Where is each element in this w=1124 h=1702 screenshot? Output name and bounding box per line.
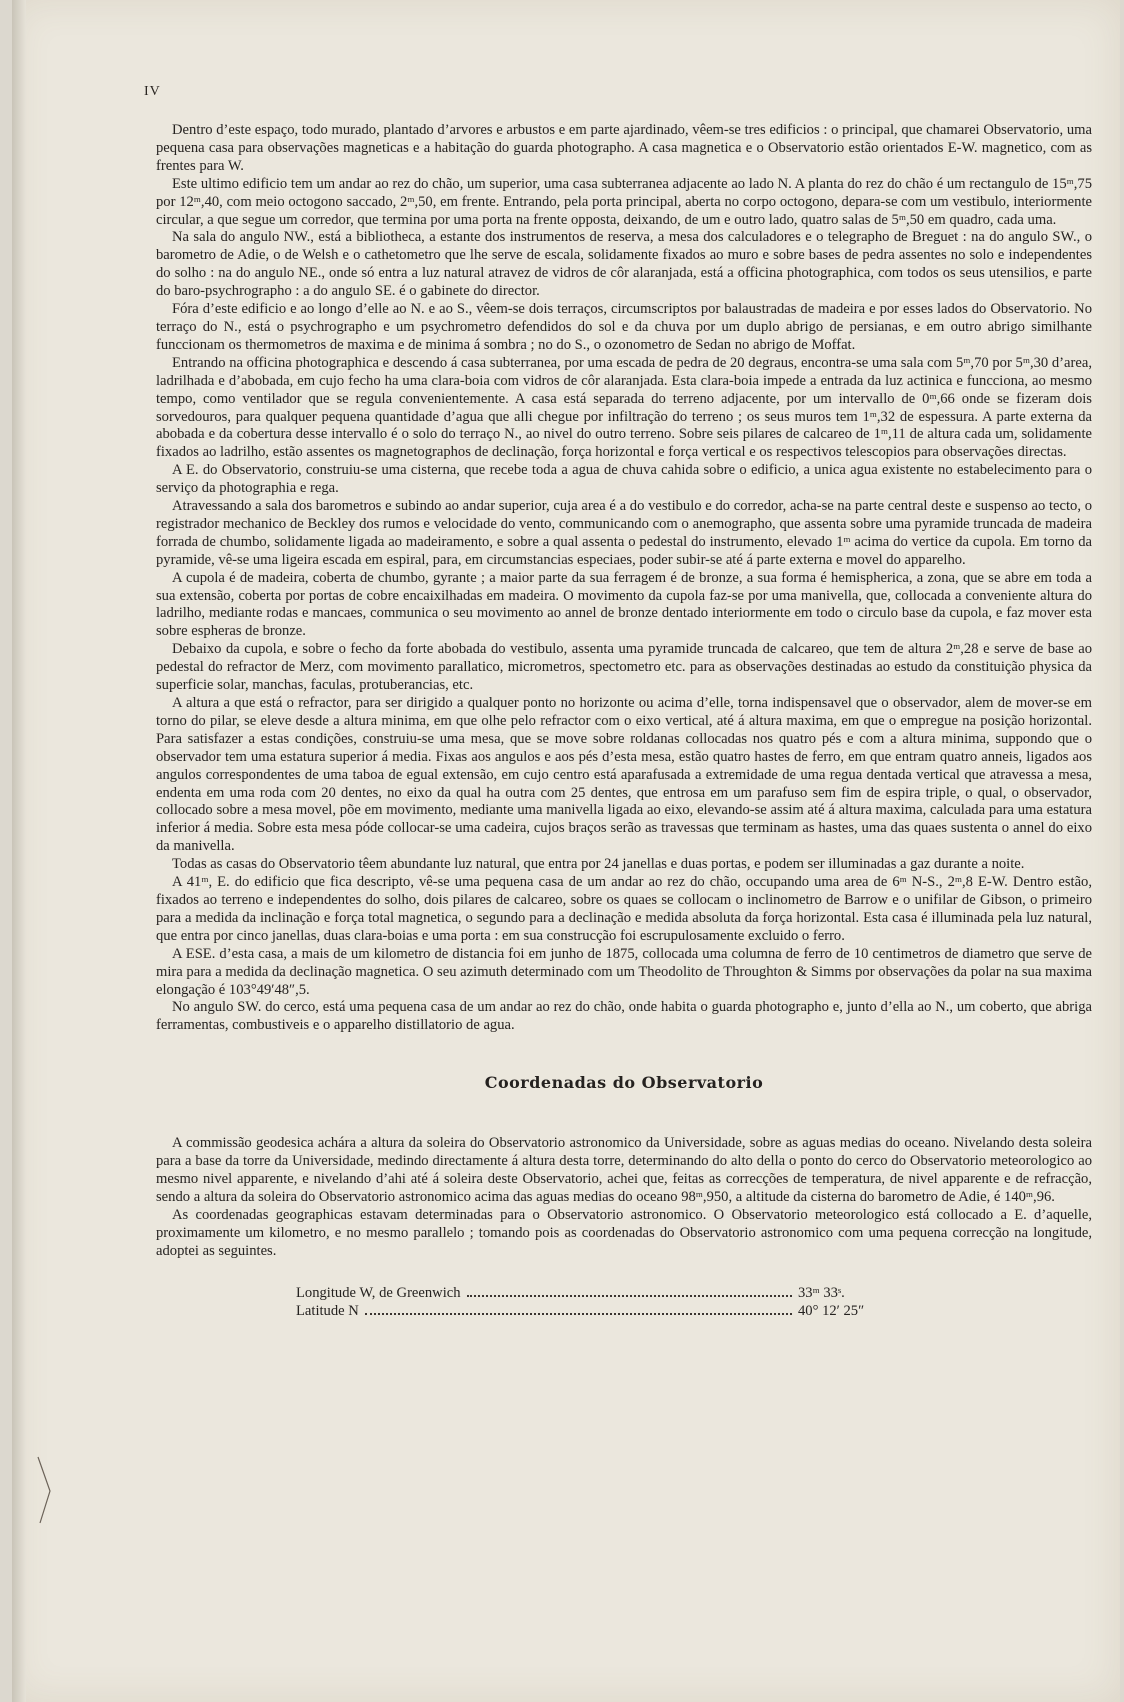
- paragraph: A cupola é de madeira, coberta de chumbo, gyrante ; a maior parte da sua ferragem é de bronze, a sua forma é hemispherica, a zona, que se abre em toda a sua extensão, coberta por portas de cobre encaixilhadas em madeira. O movimento da cupola faz-se por uma manivella, que, collocada a conveniente altura do ladrilho, mediante rodas e mancaes, communica o seu movimento ao annel de bronze dentado interiormente em todo o circulo base da cupola, e faz mover esta sobre espheras de bronze.: [156, 569, 1092, 640]
- paragraph: Entrando na officina photographica e descendo á casa subterranea, por uma escada de pedra de 20 degraus, encontra-se uma sala com 5ᵐ,70 por 5ᵐ,30 d’area, ladrilhada e d’abobada, em cujo fecho ha uma clara-boia com vidros de côr alaranjada. Esta clara-boia impede a entrada da luz actinica e funcciona, ao mesmo tempo, como ventilador que se regula convenientemente. A casa está separada do terreno adjacente, por um intervallo de 0ᵐ,66 onde se fizeram dois sorvedouros, para qualquer pequena quantidade d’agua que alli chegue por infiltração do terreno ; os seus muros tem 1ᵐ,32 de espessura. A parte externa da abobada e da cobertura desse intervallo é o solo do terraço N., ao nivel do outro terreno. Sobre seis pilares de calcareo de 1ᵐ,11 de altura cada um, solidamente fixados ao ladrilho, estão assentes os magnetographos de declinação, força horizontal e força vertical e os respectivos telescopios para observações directas.: [156, 354, 1092, 461]
- dot-leader: [365, 1313, 792, 1315]
- paragraph: A 41ᵐ, E. do edificio que fica descripto, vê-se uma pequena casa de um andar ao rez do chão, occupando uma area de 6ᵐ N-S., 2ᵐ,8 E-W. Dentro estão, fixados ao terreno e independentes do solho, dois pilares de calcareo, sobre os quaes se collocam o inclinometro de Barrow e o unifilar de Gibson, o primeiro para a medida da inclinação e força total magnetica, o segundo para a declinação e medida absoluta da força horizontal. Esta casa é illuminada pela luz natural, que entra por cinco janellas, duas clara-boias e uma porta : em sua construcção foi escrupulosamente excluido o ferro.: [156, 874, 1092, 944]
- coordinates-table: [296, 1285, 876, 1321]
- coordinate-row-latitude: [296, 1303, 876, 1321]
- dot-leader: [467, 1295, 792, 1297]
- paragraph: A altura a que está o refractor, para ser dirigido a qualquer ponto no horizonte ou acima d’elle, torna indispensavel que o observador, alem de mover-se em torno do pilar, se eleve desde a altura minima, em que olhe pelo refractor com o eixo vertical, até á altura maxima, em que o empregue na posição horizontal. Para satisfazer a estas condições, construiu-se uma mesa, que se move sobre roldanas collocadas nos quatro pés e com a altura minima, suppondo que o observador tem uma estatura superior á media. Fixas aos angulos e aos pés d’esta mesa, estão quatro hastes de ferro, em que entram quatro anneis, ligados aos angulos correspondentes de uma taboa de egual extensão, em cujo centro está aparafusada a extremidade de uma regua dentada vertical que atravessa a mesa, endenta em uma roda com 20 dentes, no eixo da qual ha outra com 25 dentes, que entrosa em um parafuso sem fim de espira triple, o qual, o observador, collocado sobre a mesa movel, põe em movimento, mediante uma manivella ligada ao eixo, elevando-se assim até á altura maxima, calculada para uma estatura inferior á media. Sobre esta mesa póde collocar-se uma cadeira, cujos braços serão as travessas que terminam as hastes, uma das quaes sustenta o annel do eixo da manivella.: [156, 695, 1092, 855]
- document-page: [12, 0, 1120, 1702]
- page-gutter: [12, 0, 26, 1702]
- paragraph: Este ultimo edificio tem um andar ao rez do chão, um superior, uma casa subterranea adjacente ao lado N. A planta do rez do chão é um rectangulo de 15ᵐ,75 por 12ᵐ,40, com meio octogono saccado, 2ᵐ,50, em frente. Entrando, pela porta principal, aberta no corpo octogono, depara-se com um vestibulo, interiormente circular, a que segue um corredor, que termina por uma porta na frente opposta, deixando, de um e outro lado, quatro salas de 5ᵐ,50 em quadro, cada uma.: [156, 175, 1092, 228]
- page-folio: IV: [144, 84, 161, 99]
- paragraph: Atravessando a sala dos barometros e subindo ao andar superior, cuja area é a do vestibulo e do corredor, acha-se na parte central deste e suspenso ao tecto, o registrador mechanico de Beckley dos rumos e velocidade do vento, communicando com o anemographo, que assenta sobre uma pyramide truncada de madeira forrada de chumbo, solidamente ligada ao madeiramento, e sobre a qual assenta o pedestal do instrumento, elevado 1ᵐ acima do vertice da cupola. Em torno da pyramide, vê-se uma ligeira escada em espiral, para, em circumstancias especiaes, poder subir-se até á parte externa e movel do apparelho.: [156, 498, 1092, 568]
- paragraph: Todas as casas do Observatorio têem abundante luz natural, que entra por 24 janellas e duas portas, e podem ser illuminadas a gaz durante a noite.: [172, 856, 1025, 873]
- paragraph: Dentro d’este espaço, todo murado, plantado d’arvores e arbustos e em parte ajardinado, vêem-se tres edificios : o principal, que chamarei Observatorio, uma pequena casa para observações magneticas e a habitação do guarda photographo. A casa magnetica e o Observatorio estão orientados E-W. magnetico, com as frentes para W.: [156, 122, 1092, 174]
- coordinate-value: 40° 12′ 25″: [798, 1303, 865, 1320]
- paragraph: A commissão geodesica achára a altura da soleira do Observatorio astronomico da Universidade, sobre as aguas medias do oceano. Nivelando desta soleira para a base da torre da Universidade, medindo directamente á altura desta torre, determinando do alto della o ponto do cerco do Observatorio meteorologico ao mesmo nivel apparente, e nivelando d’ahi até á soleira deste Observatorio, achei que, feitas as correcções de temperatura, de nivel apparente e de refracção, sendo a altura da soleira do Observatorio astronomico acima das aguas medias do oceano 98ᵐ,950, a altitude da cisterna do barometro de Adie, é 140ᵐ,96.: [156, 1135, 1092, 1205]
- coordinate-value: 33ᵐ 33ˢ.: [798, 1285, 845, 1302]
- margin-pencil-mark: [36, 1455, 56, 1525]
- body-paragraphs: [156, 122, 1092, 1035]
- coordinate-label: Longitude W, de Greenwich: [296, 1285, 461, 1302]
- paragraph: Na sala do angulo NW., está a bibliotheca, a estante dos instrumentos de reserva, a mesa dos calculadores e o telegrapho de Breguet : na do angulo SW., o barometro de Adie, o de Welsh e o cathetometro que lhe serve de escala, solidamente fixados ao muro e sobre bases de pedra assentes no solo e independentes do solho : na do angulo NE., onde só entra a luz natural atravez de vidros de côr alaranjada, está a officina photographica, com todos os seus utensilios, e parte do baro-psychrographo : a do angulo SE. é o gabinete do director.: [156, 229, 1092, 300]
- paragraph: A ESE. d’esta casa, a mais de um kilometro de distancia foi em junho de 1875, collocada uma columna de ferro de 10 centimetros de diametro que serve de mira para a medida da declinação magnetica. O seu azimuth determinado com um Theodolito de Throughton & Simms por observações da polar na sua maxima elongação é 103°49′48″,5.: [156, 945, 1092, 998]
- paragraph: A E. do Observatorio, construiu-se uma cisterna, que recebe toda a agua de chuva cahida sobre o edificio, a unica agua existente no estabelecimento para o serviço da photographia e rega.: [156, 462, 1092, 497]
- paragraph: As coordenadas geographicas estavam determinadas para o Observatorio astronomico. O Observatorio meteorologico está collocado a E. d’aquelle, proximamente um kilometro, e no mesmo parallelo ; tomando pois as coordenadas do Observatorio astronomico com uma pequena correcção na longitude, adoptei as seguintes.: [156, 1206, 1092, 1259]
- paragraph: No angulo SW. do cerco, está uma pequena casa de um andar ao rez do chão, onde habita o guarda photographo e, junto d’ella ao N., um coberto, que abriga ferramentas, combustiveis e o apparelho distillatorio de agua.: [156, 999, 1092, 1034]
- coordinate-label: Latitude N: [296, 1303, 359, 1320]
- section-heading: Coordenadas do Observatorio: [484, 1073, 764, 1093]
- paragraph: Fóra d’este edificio e ao longo d’elle ao N. e ao S., vêem-se dois terraços, circumscriptos por balaustradas de madeira e por esses lados do Observatorio. No terraço do N., está o psychrographo e um psychrometro defendidos do sol e da chuva por um duplo abrigo de persianas, e em outro abrigo similhante funccionam os thermometros de maxima e de minima á sombra ; no do S., o ozonometro de Sedan no abrigo de Moffat.: [156, 301, 1092, 353]
- page-body: [156, 122, 1092, 1321]
- section-paragraphs: [156, 1135, 1092, 1260]
- paragraph: Debaixo da cupola, e sobre o fecho da forte abobada do vestibulo, assenta uma pyramide truncada de calcareo, que tem de altura 2ᵐ,28 e serve de base ao pedestal do refractor de Merz, com movimento parallatico, micrometros, spectometro etc. para as observações destinadas ao estudo da constituição physica da superficie solar, manchas, faculas, protuberancias, etc.: [156, 641, 1092, 694]
- coordinate-row-longitude: [296, 1285, 876, 1303]
